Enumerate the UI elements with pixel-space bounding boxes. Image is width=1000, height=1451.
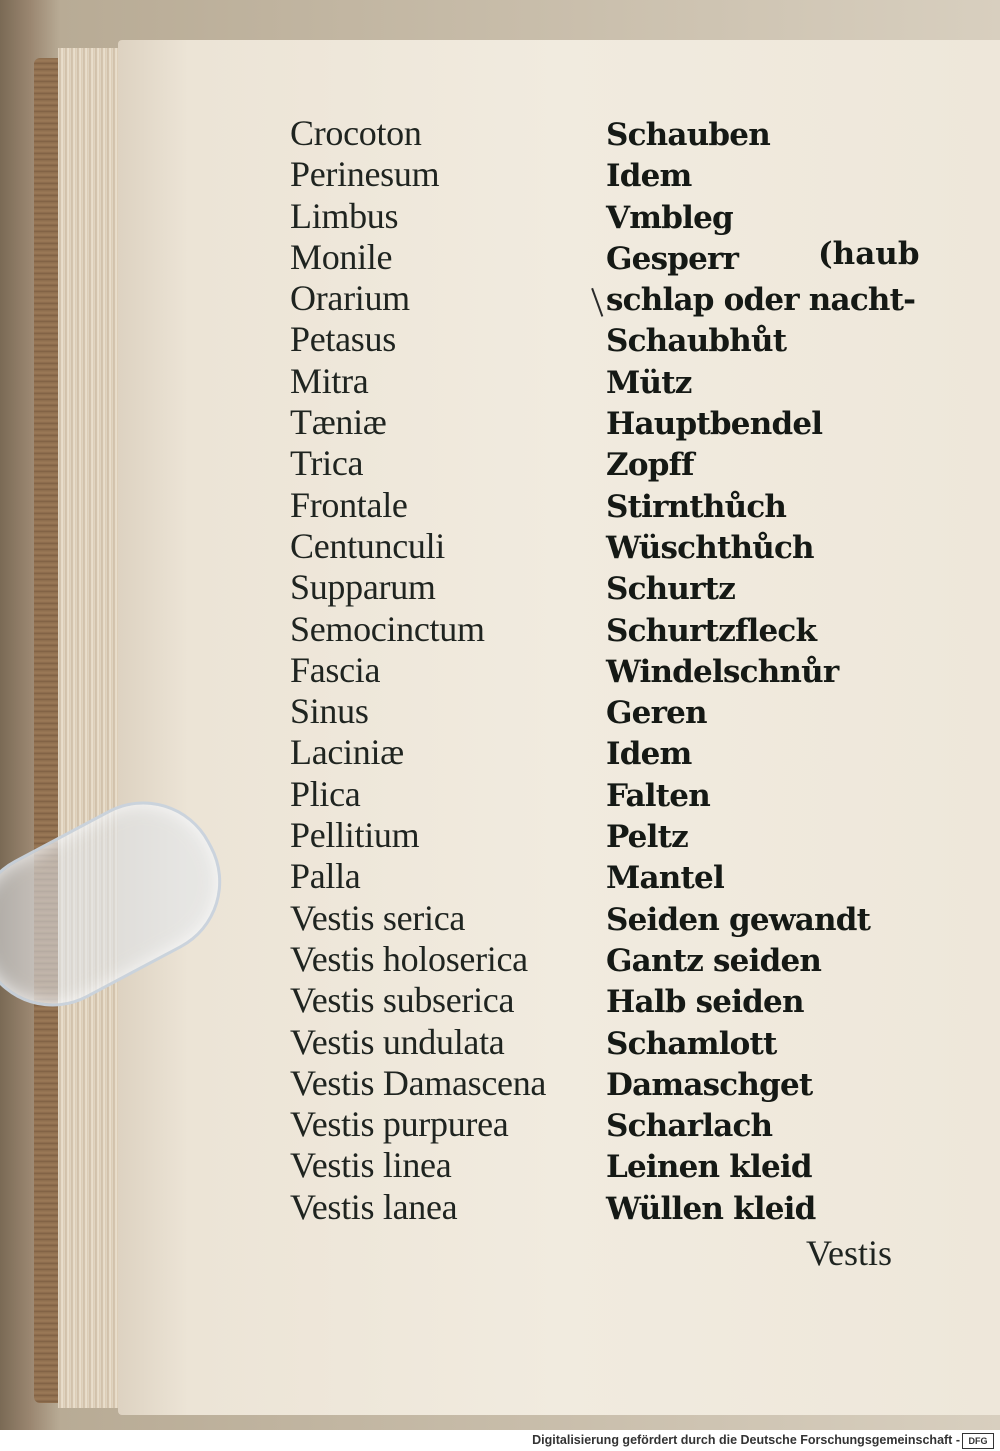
latin-term: Perinesum: [290, 154, 440, 195]
latin-term: Fascia: [290, 649, 381, 690]
latin-term: Supparum: [290, 567, 436, 608]
entry-row: [290, 112, 930, 153]
german-term: Schamlott: [606, 1025, 777, 1062]
entry-row: [290, 525, 930, 566]
german-term: Scharlach: [606, 1108, 773, 1145]
latin-term: Mitra: [290, 360, 369, 401]
german-term: Windelschnůr: [606, 653, 839, 690]
latin-term: Plica: [290, 773, 361, 814]
latin-term: Centunculi: [290, 525, 445, 566]
latin-term: Semocinctum: [290, 608, 485, 649]
entry-row: [290, 195, 930, 236]
entry-row: [290, 855, 930, 896]
latin-term: Vestis subserica: [290, 980, 515, 1021]
entry-row: [290, 814, 930, 855]
entry-row: [290, 1144, 930, 1185]
entry-row: [290, 608, 930, 649]
german-term: Vmbleg: [606, 199, 733, 236]
entry-row: [290, 979, 930, 1020]
german-term: Mantel: [606, 860, 724, 897]
entry-row: [290, 938, 930, 979]
glossary-list: [290, 112, 930, 1227]
dfg-logo: DFG: [962, 1433, 994, 1449]
entry-row: [290, 773, 930, 814]
german-term: Halb seiden: [606, 984, 804, 1021]
german-term: Hauptbendel: [606, 406, 823, 443]
german-term: Idem: [606, 158, 692, 195]
latin-term: Sinus: [290, 691, 369, 732]
entry-row: [290, 442, 930, 483]
latin-term: Tæniæ: [290, 402, 387, 443]
entry-row: [290, 153, 930, 194]
footer-bar: [0, 1430, 1000, 1451]
latin-term: Crocoton: [290, 113, 422, 153]
entry-row: [290, 566, 930, 607]
german-term: Seiden gewandt: [606, 901, 871, 938]
entry-row: [290, 360, 930, 401]
entry-row: [290, 1186, 930, 1227]
latin-term: Orarium: [290, 278, 410, 319]
german-term: Schauben: [606, 117, 770, 153]
latin-term: Vestis undulata: [290, 1021, 505, 1062]
german-term: Schaubhůt: [606, 323, 787, 360]
entry-row: [290, 897, 930, 938]
german-term: Peltz: [606, 819, 688, 856]
latin-term: Petasus: [290, 319, 396, 360]
entry-row: [290, 1021, 930, 1062]
german-term: Zopff: [606, 447, 694, 484]
entry-row: [290, 484, 930, 525]
entry-row: [290, 731, 930, 772]
latin-term: Limbus: [290, 195, 399, 236]
latin-term: Vestis linea: [290, 1145, 452, 1186]
german-term: Damaschget: [606, 1066, 813, 1103]
latin-term: Vestis holoserica: [290, 938, 528, 979]
german-term: Gantz seiden: [606, 942, 822, 979]
german-term: Wüllen kleid: [606, 1190, 816, 1227]
entry-row: [290, 1062, 930, 1103]
latin-term: Laciniæ: [290, 732, 404, 773]
entry-row: [290, 1103, 930, 1144]
entry-row: [290, 318, 930, 359]
footer-credit: Digitalisierung gefördert durch die Deutsche Forschungsgemeinschaft -: [532, 1433, 960, 1447]
german-term: schlap oder nacht-: [606, 282, 916, 319]
german-term: Leinen kleid: [606, 1149, 812, 1186]
german-term: Stirnthůch: [606, 488, 787, 525]
entry-row: [290, 649, 930, 690]
continuation-text: (haub: [818, 235, 920, 272]
german-term: Wüschthůch: [606, 529, 814, 566]
latin-term: Frontale: [290, 484, 408, 525]
latin-term: Vestis serica: [290, 897, 466, 938]
entry-row: [290, 690, 930, 731]
entry-row: [290, 401, 930, 442]
latin-term: Pellitium: [290, 815, 420, 856]
book-spine: [34, 58, 60, 1403]
german-term: Geren: [606, 695, 707, 732]
latin-term: Vestis Damascena: [290, 1062, 547, 1103]
catchword: Vestis: [806, 1233, 893, 1273]
german-term: Gesperr: [606, 240, 739, 277]
german-term: Mütz: [606, 364, 692, 401]
entry-row: [290, 236, 930, 277]
german-term: Falten: [606, 777, 710, 814]
latin-term: Palla: [290, 856, 361, 897]
german-term: Schurtzfleck: [606, 612, 817, 649]
latin-term: Vestis lanea: [290, 1186, 458, 1227]
latin-term: Trica: [290, 443, 364, 484]
german-term: Idem: [606, 736, 692, 773]
latin-term: Monile: [290, 236, 393, 277]
german-term: Schurtz: [606, 571, 735, 608]
latin-term: Vestis purpurea: [290, 1104, 509, 1145]
